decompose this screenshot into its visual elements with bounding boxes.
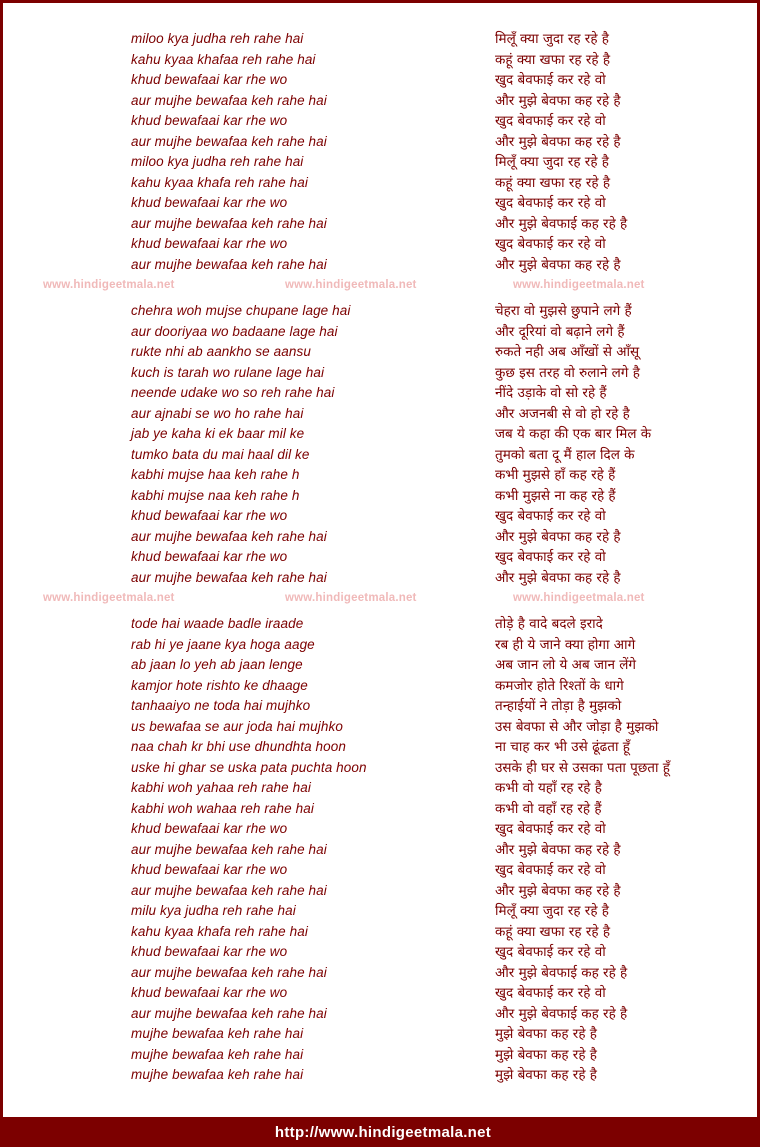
lyrics-line-roman: kabhi mujse haa keh rahe h: [131, 467, 300, 482]
lyrics-line: [3, 676, 757, 697]
lyrics-line: [3, 214, 757, 235]
lyrics-line-devanagari: और मुझे बेवफा कह रहे है: [495, 256, 621, 273]
lyrics-line: [3, 342, 757, 363]
lyrics-line-roman: miloo kya judha reh rahe hai: [131, 31, 304, 46]
lyrics-line-devanagari: कुछ इस तरह वो रुलाने लगे है: [495, 364, 640, 381]
lyrics-line: [3, 696, 757, 717]
lyrics-line-devanagari: जब ये कहा की एक बार मिल के: [495, 426, 652, 442]
lyrics-line: [3, 860, 757, 881]
lyrics-line-roman: rukte nhi ab aankho se aansu: [131, 344, 311, 359]
lyrics-line-devanagari: खुद बेवफाई कर रहे वो: [495, 508, 606, 524]
lyrics-line-roman: ab jaan lo yeh ab jaan lenge: [131, 657, 303, 672]
lyrics-line-devanagari: मुझे बेवफा कह रहे है: [495, 1046, 597, 1063]
lyrics-line-roman: kamjor hote rishto ke dhaage: [131, 677, 308, 693]
lyrics-area: [3, 3, 757, 1086]
lyrics-line-roman: jab ye kaha ki ek baar mil ke: [131, 426, 305, 441]
lyrics-line: [3, 758, 757, 779]
watermark-band: [3, 588, 757, 614]
watermark-text: www.hindigeetmala.net: [43, 279, 175, 291]
lyrics-line-devanagari: और मुझे बेवफा कह रहे है: [495, 569, 621, 586]
lyrics-stanza: [3, 614, 757, 1086]
lyrics-line-roman: khud bewafaai kar rhe wo: [131, 195, 288, 210]
lyrics-line: [3, 1065, 757, 1086]
lyrics-line-devanagari: तोड़े है वादे बदले इरादे: [495, 616, 603, 632]
lyrics-line-roman: aur mujhe bewafaa keh rahe hai: [131, 569, 327, 585]
lyrics-line-devanagari: और दूरियां वो बढ़ाने लगे हैं: [495, 323, 625, 340]
lyrics-line-devanagari: चेहरा वो मुझसे छुपाने लगे हैं: [495, 303, 632, 319]
lyrics-line: [3, 655, 757, 676]
lyrics-line-devanagari: उसके ही घर से उसका पता पूछता हूँ: [495, 759, 670, 776]
lyrics-line-devanagari: खुद बेवफाई कर रहे वो: [495, 821, 606, 837]
lyrics-line: [3, 942, 757, 963]
lyrics-line-roman: kahu kyaa khafaa reh rahe hai: [131, 51, 316, 67]
lyrics-line-devanagari: कमजोर होते रिश्तों के धागे: [495, 677, 624, 694]
footer-bar: [3, 1117, 760, 1147]
lyrics-line-devanagari: खुद बेवफाई कर रहे वो: [495, 862, 606, 878]
lyrics-line-devanagari: और मुझे बेवफा कह रहे है: [495, 92, 621, 109]
lyrics-line-roman: milu kya judha reh rahe hai: [131, 903, 296, 918]
lyrics-line: [3, 486, 757, 507]
lyrics-stanza: [3, 29, 757, 275]
site-url-link[interactable]: http://www.hindigeetmala.net: [274, 1123, 492, 1141]
lyrics-line-roman: chehra woh mujse chupane lage hai: [131, 303, 351, 318]
lyrics-line: [3, 717, 757, 738]
lyrics-line-roman: aur dooriyaa wo badaane lage hai: [131, 323, 338, 339]
lyrics-line-roman: khud bewafaai kar rhe wo: [131, 113, 288, 128]
lyrics-line-roman: khud bewafaai kar rhe wo: [131, 508, 288, 523]
lyrics-line: [3, 465, 757, 486]
lyrics-line-devanagari: खुद बेवफाई कर रहे वो: [495, 236, 606, 252]
lyrics-line: [3, 737, 757, 758]
lyrics-line-roman: uske hi ghar se uska pata puchta hoon: [131, 759, 367, 775]
lyrics-line-roman: khud bewafaai kar rhe wo: [131, 72, 288, 87]
lyrics-line-devanagari: कभी मुझसे ना कह रहे हैं: [495, 487, 616, 504]
lyrics-line: [3, 383, 757, 404]
lyrics-line: [3, 1024, 757, 1045]
watermark-band: [3, 275, 757, 301]
lyrics-line-devanagari: कहूं क्या खफा रह रहे है: [495, 51, 611, 68]
lyrics-line-roman: tanhaaiyo ne toda hai mujhko: [131, 698, 311, 713]
lyrics-line-devanagari: खुद बेवफाई कर रहे वो: [495, 113, 606, 129]
lyrics-line-roman: mujhe bewafaa keh rahe hai: [131, 1067, 304, 1082]
lyrics-line-devanagari: खुद बेवफाई कर रहे वो: [495, 549, 606, 565]
lyrics-line-devanagari: नींदे उड़ाके वो सो रहे हैं: [495, 385, 607, 401]
watermark-text: www.hindigeetmala.net: [285, 592, 417, 604]
lyrics-line: [3, 983, 757, 1004]
lyrics-line-roman: rab hi ye jaane kya hoga aage: [131, 636, 315, 652]
lyrics-line-devanagari: अब जान लो ये अब जान लेंगे: [495, 657, 637, 673]
lyrics-line: [3, 404, 757, 425]
lyrics-line: [3, 173, 757, 194]
lyrics-line: [3, 778, 757, 799]
lyrics-line-roman: kabhi woh wahaa reh rahe hai: [131, 800, 314, 816]
lyrics-line-devanagari: मिलूँ क्या जुदा रह रहे है: [495, 31, 609, 47]
lyrics-line: [3, 29, 757, 50]
lyrics-line-devanagari: तुमको बता दू मैं हाल दिल के: [495, 446, 635, 463]
lyrics-line: [3, 840, 757, 861]
lyrics-line-devanagari: मुझे बेवफा कह रहे है: [495, 1067, 597, 1083]
lyrics-line-roman: kahu kyaa khafa reh rahe hai: [131, 174, 308, 190]
lyrics-line-roman: aur mujhe bewafaa keh rahe hai: [131, 528, 327, 544]
lyrics-line-devanagari: और मुझे बेवफा कह रहे है: [495, 133, 621, 150]
lyrics-line-roman: aur mujhe bewafaa keh rahe hai: [131, 1005, 327, 1021]
lyrics-line-roman: mujhe bewafaa keh rahe hai: [131, 1046, 304, 1062]
lyrics-line-roman: mujhe bewafaa keh rahe hai: [131, 1026, 304, 1041]
lyrics-line: [3, 901, 757, 922]
lyrics-line: [3, 193, 757, 214]
lyrics-line-devanagari: और मुझे बेवफाई कह रहे है: [495, 1005, 628, 1022]
lyrics-line-roman: khud bewafaai kar rhe wo: [131, 862, 288, 877]
lyrics-line: [3, 152, 757, 173]
lyrics-line-devanagari: खुद बेवफाई कर रहे वो: [495, 195, 606, 211]
lyrics-line-roman: kabhi mujse naa keh rahe h: [131, 487, 300, 503]
lyrics-line-roman: khud bewafaai kar rhe wo: [131, 549, 288, 564]
lyrics-line-devanagari: रुकते नही अब आँखों से आँसू: [495, 344, 640, 360]
lyrics-line: [3, 255, 757, 276]
watermark-text: www.hindigeetmala.net: [513, 592, 645, 604]
lyrics-line-roman: neende udake wo so reh rahe hai: [131, 385, 335, 400]
lyrics-line-roman: aur mujhe bewafaa keh rahe hai: [131, 882, 327, 898]
lyrics-line-roman: aur mujhe bewafaa keh rahe hai: [131, 133, 327, 149]
lyrics-line-roman: khud bewafaai kar rhe wo: [131, 821, 288, 836]
watermark-text: www.hindigeetmala.net: [285, 279, 417, 291]
lyrics-line-devanagari: और अजनबी से वो हो रहे है: [495, 405, 630, 422]
lyrics-line-devanagari: कभी मुझसे हाँ कह रहे हैं: [495, 467, 616, 483]
lyrics-line-roman: miloo kya judha reh rahe hai: [131, 154, 304, 169]
lyrics-line: [3, 301, 757, 322]
lyrics-line-devanagari: मुझे बेवफा कह रहे है: [495, 1026, 597, 1042]
lyrics-line-devanagari: कभी वो यहाँ रह रहे है: [495, 780, 602, 796]
lyrics-line-devanagari: उस बेवफा से और जोड़ा है मुझको: [495, 718, 659, 735]
lyrics-line-devanagari: कहूं क्या खफा रह रहे है: [495, 174, 611, 191]
lyrics-line: [3, 547, 757, 568]
lyrics-line: [3, 234, 757, 255]
lyrics-line: [3, 132, 757, 153]
lyrics-line-roman: tumko bata du mai haal dil ke: [131, 446, 310, 462]
lyrics-line-devanagari: मिलूँ क्या जुदा रह रहे है: [495, 903, 609, 919]
lyrics-line-devanagari: खुद बेवफाई कर रहे वो: [495, 944, 606, 960]
lyrics-line-devanagari: कहूं क्या खफा रह रहे है: [495, 923, 611, 940]
lyrics-line: [3, 70, 757, 91]
lyrics-line: [3, 635, 757, 656]
lyrics-line-roman: aur mujhe bewafaa keh rahe hai: [131, 964, 327, 980]
lyrics-line-roman: aur mujhe bewafaa keh rahe hai: [131, 841, 327, 857]
lyrics-line-devanagari: ना चाह कर भी उसे ढूंढता हूँ: [495, 739, 630, 755]
lyrics-line-roman: khud bewafaai kar rhe wo: [131, 985, 288, 1000]
lyrics-line-devanagari: खुद बेवफाई कर रहे वो: [495, 985, 606, 1001]
lyrics-line-devanagari: और मुझे बेवफा कह रहे है: [495, 841, 621, 858]
lyrics-line: [3, 614, 757, 635]
lyrics-line-roman: naa chah kr bhi use dhundhta hoon: [131, 739, 346, 754]
lyrics-line: [3, 1045, 757, 1066]
lyrics-line-roman: aur mujhe bewafaa keh rahe hai: [131, 92, 327, 108]
lyrics-line-devanagari: और मुझे बेवफाई कह रहे है: [495, 964, 628, 981]
lyrics-line: [3, 363, 757, 384]
lyrics-line-devanagari: कभी वो वहाँ रह रहे हैं: [495, 800, 602, 817]
lyrics-line-devanagari: तन्हाईयों ने तोड़ा है मुझको: [495, 698, 622, 714]
lyrics-line: [3, 445, 757, 466]
lyrics-stanza: [3, 301, 757, 588]
lyrics-line-roman: tode hai waade badle iraade: [131, 616, 304, 631]
lyrics-line: [3, 424, 757, 445]
lyrics-line-roman: us bewafaa se aur joda hai mujhko: [131, 718, 343, 734]
lyrics-line-devanagari: और मुझे बेवफाई कह रहे है: [495, 215, 628, 232]
lyrics-line: [3, 799, 757, 820]
lyrics-line-roman: kuch is tarah wo rulane lage hai: [131, 364, 325, 380]
lyrics-line-devanagari: रब ही ये जाने क्या होगा आगे: [495, 636, 636, 653]
watermark-text: www.hindigeetmala.net: [43, 592, 175, 604]
lyrics-line: [3, 819, 757, 840]
lyrics-line: [3, 1004, 757, 1025]
lyrics-line: [3, 50, 757, 71]
lyrics-line: [3, 322, 757, 343]
lyrics-line: [3, 506, 757, 527]
lyrics-line: [3, 568, 757, 589]
lyrics-line: [3, 922, 757, 943]
lyrics-line: [3, 963, 757, 984]
lyrics-line-roman: aur ajnabi se wo ho rahe hai: [131, 405, 304, 421]
lyrics-line: [3, 881, 757, 902]
lyrics-line-roman: aur mujhe bewafaa keh rahe hai: [131, 215, 327, 231]
watermark-text: www.hindigeetmala.net: [513, 279, 645, 291]
lyrics-line-roman: aur mujhe bewafaa keh rahe hai: [131, 256, 327, 272]
lyrics-line-roman: khud bewafaai kar rhe wo: [131, 236, 288, 251]
lyrics-line: [3, 111, 757, 132]
lyrics-line-devanagari: मिलूँ क्या जुदा रह रहे है: [495, 154, 609, 170]
lyrics-line-roman: khud bewafaai kar rhe wo: [131, 944, 288, 959]
lyrics-line: [3, 91, 757, 112]
lyrics-line-roman: kabhi woh yahaa reh rahe hai: [131, 780, 311, 795]
lyrics-line-devanagari: खुद बेवफाई कर रहे वो: [495, 72, 606, 88]
lyrics-line-roman: kahu kyaa khafa reh rahe hai: [131, 923, 308, 939]
lyrics-line-devanagari: और मुझे बेवफा कह रहे है: [495, 882, 621, 899]
lyrics-line-devanagari: और मुझे बेवफा कह रहे है: [495, 528, 621, 545]
lyrics-line: [3, 527, 757, 548]
